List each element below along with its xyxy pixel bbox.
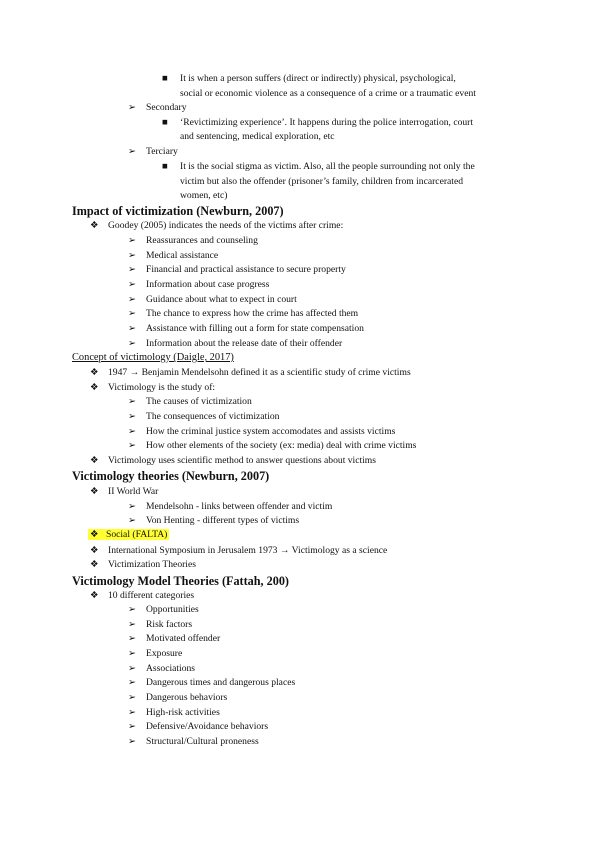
text-line: victim but also the offender (prisoner’s family, children from incarcerated	[180, 176, 464, 187]
arrow-bullet-icon: ➢	[128, 633, 137, 644]
arrow-bullet-icon: ➢	[128, 604, 137, 615]
bullet-item	[162, 161, 475, 173]
diamond-bullet-icon: ❖	[90, 455, 99, 466]
highlighted-item	[88, 529, 169, 541]
list-item: ➢ Opportunities	[128, 604, 199, 615]
list-item: ➢ Mendelsohn - links between offender and victim	[128, 501, 333, 512]
arrow-bullet-icon: ➢	[128, 396, 137, 407]
list-item: ➢ High-risk activities	[128, 707, 220, 718]
arrow-bullet-icon: ➢	[128, 619, 137, 630]
arrow-bullet-icon: ➢	[128, 707, 137, 718]
bullet-item: ❖ Victimization Theories	[90, 559, 196, 570]
text-line: Secondary	[146, 102, 187, 113]
section-heading: Victimology Model Theories (Fattah, 200)	[72, 574, 289, 588]
arrow-bullet-icon: ➢	[128, 279, 137, 290]
arrow-bullet-icon: ➢	[128, 264, 137, 275]
list-item: ➢ Exposure	[128, 648, 183, 659]
list-item: ➢ Risk factors	[128, 619, 193, 630]
list-item: ➢ Financial and practical assistance to secure property	[128, 264, 346, 275]
bullet-item	[90, 220, 343, 232]
text-line: and sentencing, medical exploration, etc	[180, 131, 335, 142]
bullet-item	[128, 146, 178, 158]
diamond-bullet-icon: ❖	[90, 545, 99, 556]
arrow-bullet-icon: ➢	[128, 323, 137, 334]
bullet-item: ❖ 10 different categories	[90, 590, 195, 601]
section-heading: Impact of victimization (Newburn, 2007)	[72, 204, 284, 218]
square-bullet-icon: ■	[162, 161, 168, 172]
arrow-bullet-icon: ➢	[128, 235, 137, 246]
list-item: ➢ Guidance about what to expect in court	[128, 294, 297, 305]
list-item: ➢ Associations	[128, 663, 196, 674]
list-item: ➢ Defensive/Avoidance behaviors	[128, 721, 269, 732]
diamond-bullet-icon: ❖	[90, 559, 99, 570]
bullet-item	[128, 102, 187, 114]
list-item: ➢ How other elements of the society (ex: media) deal with crime victims	[128, 440, 417, 451]
arrow-bullet-icon: ➢	[128, 736, 137, 747]
text-line: Goodey (2005) indicates the needs of the victims after crime:	[108, 220, 344, 231]
bullet-item	[162, 73, 456, 85]
square-bullet-icon: ■	[162, 73, 168, 84]
diamond-bullet-icon: ❖	[90, 590, 99, 601]
square-bullet-icon: ■	[162, 117, 168, 128]
arrow-bullet-icon: ➢	[128, 294, 137, 305]
list-item: ➢ Reassurances and counseling	[128, 235, 258, 246]
bullet-item: ❖ Victimology is the study of:	[90, 382, 216, 393]
text-line: Terciary	[146, 146, 178, 157]
arrow-bullet-icon: ➢	[128, 677, 137, 688]
list-item: ➢ Information about the release date of their offender	[128, 338, 343, 349]
list-item: ➢ The chance to express how the crime has affected them	[128, 308, 359, 319]
list-item: ➢ How the criminal justice system accomodates and assists victims	[128, 426, 396, 437]
text-line: women, etc)	[180, 190, 228, 201]
list-item: ➢ Information about case progress	[128, 279, 270, 290]
bullet-item: ❖ Victimology uses scientific method to answer questions about victims	[90, 455, 377, 466]
text-line: It is when a person suffers (direct or indirectly) physical, psychological,	[180, 73, 456, 84]
arrow-bullet-icon: ➢	[128, 308, 137, 319]
diamond-bullet-icon: ❖	[90, 529, 99, 540]
arrow-bullet-icon: ➢	[128, 515, 137, 526]
text-line: ‘Revictimizing experience’. It happens during the police interrogation, court	[180, 117, 474, 128]
arrow-bullet-icon: ➢	[128, 440, 137, 451]
arrow-bullet-icon: ➢	[128, 426, 137, 437]
text-line: It is the social stigma as victim. Also, all the people surrounding not only the	[180, 161, 475, 172]
list-item: ➢ Medical assistance	[128, 250, 219, 261]
diamond-bullet-icon: ❖	[90, 486, 99, 497]
arrow-bullet-icon: ➢	[128, 501, 137, 512]
list-item: ➢ Structural/Cultural proneness	[128, 736, 259, 747]
diamond-bullet-icon: ❖	[90, 367, 99, 378]
section-heading: Victimology theories (Newburn, 2007)	[72, 469, 270, 483]
subsection-heading: Concept of victimology (Daigle, 2017)	[72, 352, 234, 363]
bullet-item: ❖ International Symposium in Jerusalem 1973 → Victimology as a science	[90, 545, 388, 556]
bullet-item	[162, 117, 473, 129]
diamond-bullet-icon: ❖	[90, 382, 99, 393]
list-item: ➢ The consequences of victimization	[128, 411, 280, 422]
arrow-bullet-icon: ➢	[128, 648, 137, 659]
highlight: ❖ Social (FALTA)	[90, 529, 168, 540]
diamond-bullet-icon: ❖	[90, 220, 99, 231]
arrow-bullet-icon: ➢	[128, 692, 137, 703]
arrow-bullet-icon: ➢	[128, 663, 137, 674]
list-item: ➢ The causes of victimization	[128, 396, 252, 407]
arrow-bullet-icon: ➢	[128, 102, 137, 113]
list-item: ➢ Von Henting - different types of victims	[128, 515, 300, 526]
text-line: social or economic violence as a consequence of a crime or a traumatic event	[180, 88, 476, 99]
list-item: ➢ Dangerous behaviors	[128, 692, 228, 703]
arrow-bullet-icon: ➢	[128, 250, 137, 261]
list-item: ➢ Dangerous times and dangerous places	[128, 677, 296, 688]
bullet-item: ❖ II World War	[90, 486, 159, 497]
list-item: ➢ Assistance with filling out a form for state compensation	[128, 323, 364, 334]
bullet-item: ❖ 1947 → Benjamin Mendelsohn defined it as a scientific study of crime victims	[90, 367, 411, 378]
arrow-bullet-icon: ➢	[128, 146, 137, 157]
arrow-bullet-icon: ➢	[128, 411, 137, 422]
list-item: ➢ Motivated offender	[128, 633, 221, 644]
arrow-bullet-icon: ➢	[128, 338, 137, 349]
arrow-bullet-icon: ➢	[128, 721, 137, 732]
